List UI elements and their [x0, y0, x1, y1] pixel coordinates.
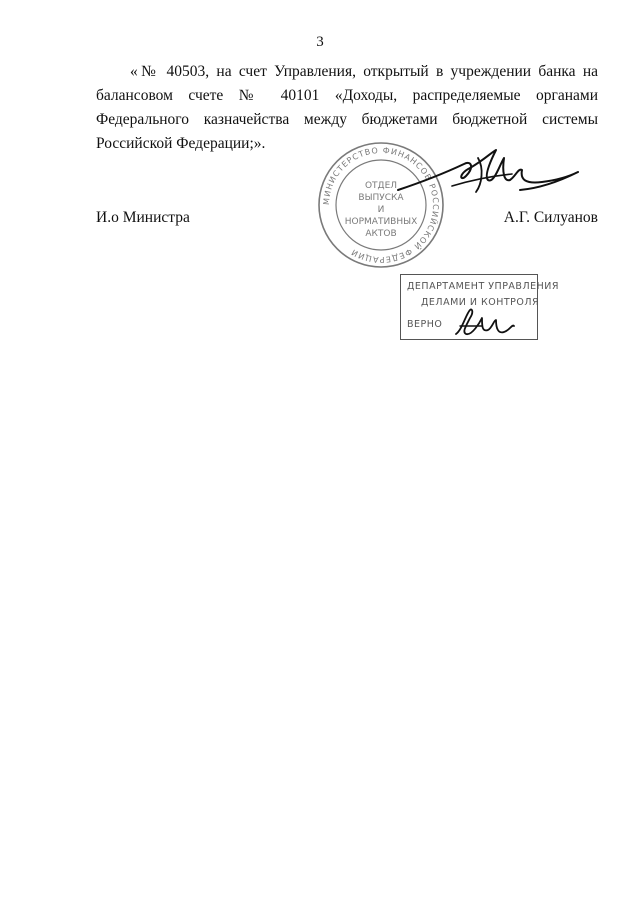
body-paragraph: «№ 40503, на счет Управления, открытый в учреждении банка на балансовом счете № 40101 «Доходы, распределяемые органами Федерального казначейства между бюджетами бюджетной системы Российской Федерации;».: [96, 63, 598, 152]
signatory-name: А.Г. Силуанов: [503, 209, 598, 226]
stamp-line-3: ВЕРНО: [407, 319, 443, 330]
seal-ring-text: МИНИСТЕРСТВО ФИНАНСОВ РОССИЙСКОЙ ФЕДЕРАЦИИ: [321, 145, 441, 265]
seal-line-1: ОТДЕЛ: [364, 181, 398, 191]
stamp-line-1: ДЕПАРТАМЕНТ УПРАВЛЕНИЯ: [407, 281, 559, 292]
seal-line-2: ВЫПУСКА: [358, 193, 404, 203]
seal-line-3: И: [377, 205, 385, 215]
stamp-signature: [452, 304, 518, 340]
page-number: 3: [316, 34, 324, 50]
seal-line-5: АКТОВ: [365, 229, 397, 239]
stamp-line-2: ДЕЛАМИ И КОНТРОЛЯ: [421, 297, 540, 308]
signatory-position: И.о Министра: [96, 209, 190, 226]
seal-line-4: НОРМАТИВНЫХ: [344, 217, 418, 227]
handwritten-signature: [392, 146, 582, 206]
